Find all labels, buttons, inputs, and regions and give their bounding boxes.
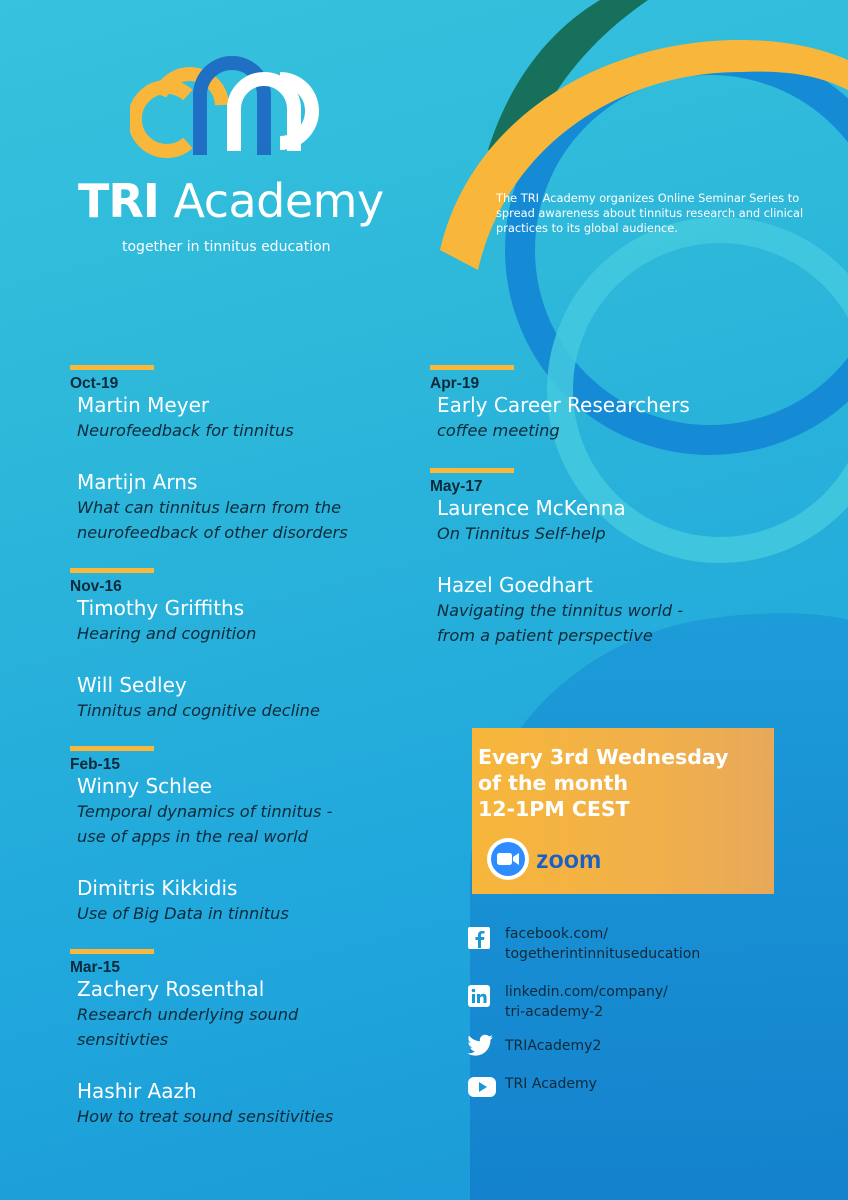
social-link-text[interactable] <box>505 1036 601 1056</box>
talk-title: neurofeedback of other disorders <box>77 523 348 542</box>
month-bar <box>430 468 514 473</box>
social-line: TRIAcademy2 <box>505 1038 602 1054</box>
speaker-name: Laurence McKenna <box>437 496 626 520</box>
talk-title: sensitivties <box>77 1030 169 1049</box>
bottom-right-blob <box>470 613 848 1200</box>
talk-title: How to treat sound sensitivities <box>77 1107 334 1126</box>
meeting-time <box>478 744 728 822</box>
talk-entry <box>77 470 430 545</box>
brand-tagline: together in tinnitus education <box>122 239 331 255</box>
month-bar <box>430 365 514 370</box>
talk-title: Hearing and cognition <box>77 624 257 643</box>
meeting-line-1: Every 3rd Wednesday <box>478 745 729 769</box>
month-block-may <box>430 468 810 648</box>
talk-title: Tinnitus and cognitive decline <box>77 701 320 720</box>
talk-entry <box>437 573 810 648</box>
talk-title: coffee meeting <box>437 421 560 440</box>
zoom-logo[interactable] <box>486 836 626 882</box>
speaker-name: Will Sedley <box>77 673 187 697</box>
month-block-feb <box>70 746 430 926</box>
meeting-line-3: 12-1PM CEST <box>478 797 630 821</box>
month-label: Oct-19 <box>70 375 119 392</box>
month-bar <box>70 949 154 954</box>
talk-entry <box>77 596 430 646</box>
month-label: Nov-16 <box>70 578 122 595</box>
month-label: Mar-15 <box>70 959 120 976</box>
linkedin-icon <box>467 984 491 1008</box>
social-link-text[interactable] <box>505 982 668 1022</box>
brand-name-bold: TRI <box>78 174 159 228</box>
talk-title: What can tinnitus learn from the <box>77 498 342 517</box>
schedule-left-column <box>70 365 430 1129</box>
speaker-name: Zachery Rosenthal <box>77 977 265 1001</box>
talk-title: Neurofeedback for tinnitus <box>77 421 294 440</box>
talk-entry <box>77 977 430 1052</box>
talk-entry <box>77 393 430 443</box>
month-label: May-17 <box>430 478 483 495</box>
speaker-name: Martin Meyer <box>77 393 210 417</box>
talk-entry <box>77 1079 430 1129</box>
social-line: togetherintinnituseducation <box>505 946 701 962</box>
month-bar <box>70 365 154 370</box>
month-bar <box>70 746 154 751</box>
month-block-apr <box>430 365 810 443</box>
talk-title: Use of Big Data in tinnitus <box>77 904 289 923</box>
meeting-line-2: of the month <box>478 771 629 795</box>
brand-title <box>78 172 398 230</box>
speaker-name: Dimitris Kikkidis <box>77 876 238 900</box>
social-line: linkedin.com/company/ <box>505 984 668 1000</box>
tri-academy-logo <box>130 55 330 165</box>
speaker-name: Martijn Arns <box>77 470 198 494</box>
intro-text: The TRI Academy organizes Online Seminar Series to spread awareness about tinnitus research and clinical practices to its global audience. <box>496 191 804 235</box>
social-link-text[interactable] <box>505 1074 597 1094</box>
speaker-name: Hashir Aazh <box>77 1079 197 1103</box>
talk-title: from a patient perspective <box>437 626 653 645</box>
talk-entry <box>437 393 810 443</box>
brand-name-rest: Academy <box>173 174 384 228</box>
talk-title: Research underlying sound <box>77 1005 299 1024</box>
speaker-name: Timothy Griffiths <box>77 596 245 620</box>
meeting-info-box <box>472 728 774 894</box>
social-link-text[interactable] <box>505 924 700 964</box>
talk-entry <box>77 774 430 849</box>
speaker-name: Winny Schlee <box>77 774 212 798</box>
social-line: facebook.com/ <box>505 926 609 942</box>
talk-title: On Tinnitus Self-help <box>437 524 606 543</box>
month-label: Feb-15 <box>70 756 120 773</box>
zoom-wordmark: zoom <box>536 846 602 874</box>
speaker-name: Hazel Goedhart <box>437 573 593 597</box>
month-bar <box>70 568 154 573</box>
talk-entry <box>77 876 430 926</box>
talk-title: Temporal dynamics of tinnitus - <box>77 802 333 821</box>
social-line: TRI Academy <box>505 1076 597 1092</box>
schedule-right-column <box>430 365 810 648</box>
social-line: tri-academy-2 <box>505 1004 604 1020</box>
month-label: Apr-19 <box>430 375 480 392</box>
month-block-mar <box>70 949 430 1129</box>
talk-title: Navigating the tinnitus world - <box>437 601 684 620</box>
speaker-name: Early Career Researchers <box>437 393 690 417</box>
month-block-oct <box>70 365 430 545</box>
talk-entry <box>77 673 430 723</box>
talk-title: use of apps in the real world <box>77 827 308 846</box>
month-block-nov <box>70 568 430 723</box>
youtube-icon <box>467 1076 497 1098</box>
talk-entry <box>437 496 810 546</box>
twitter-icon <box>467 1033 495 1057</box>
facebook-icon <box>467 926 491 950</box>
